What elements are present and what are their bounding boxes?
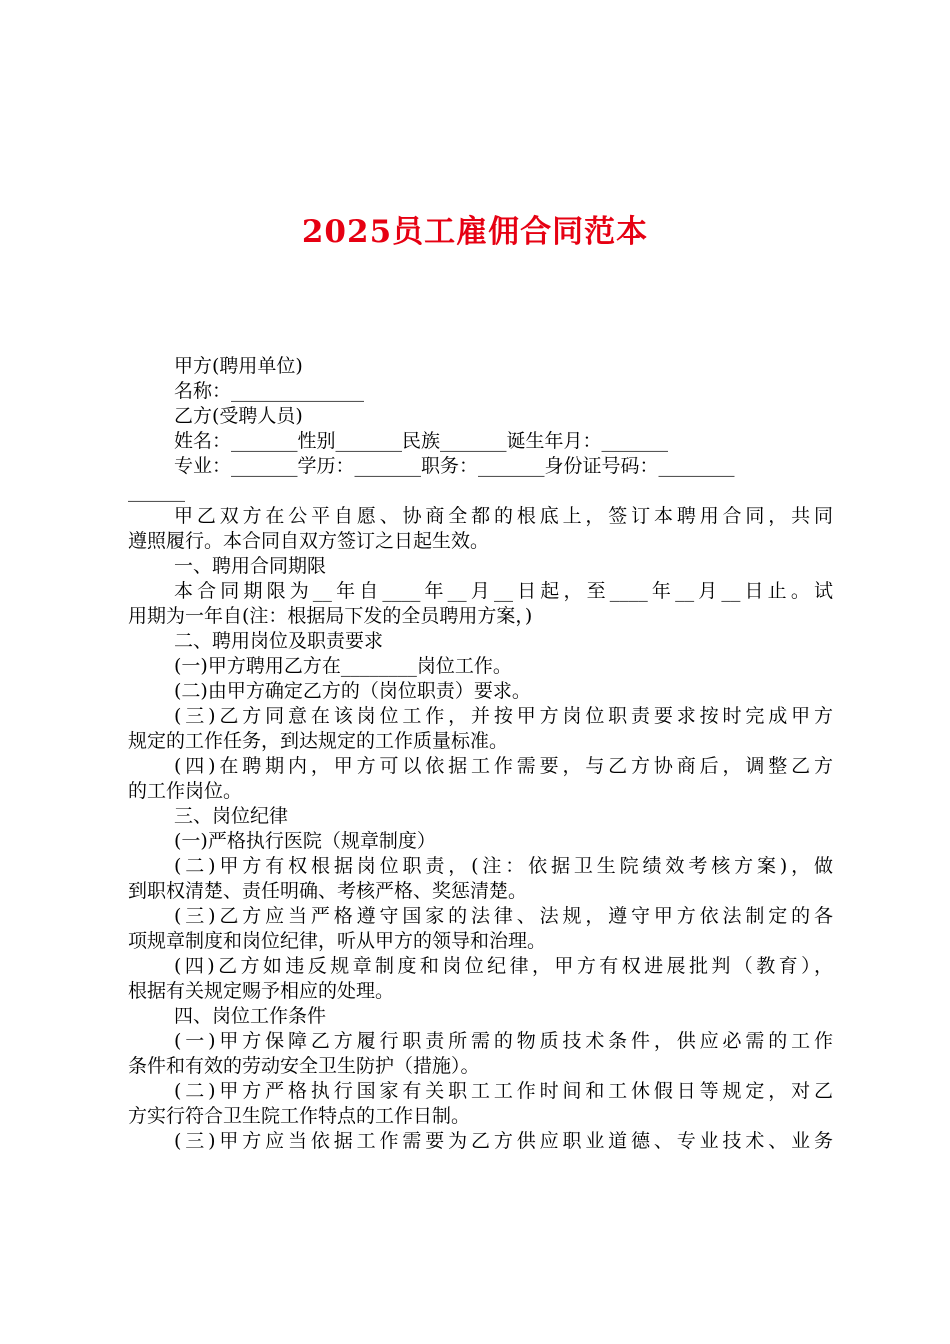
text-line: (二)由甲方确定乙方的（岗位职责）要求。 <box>174 680 531 702</box>
section-heading: 四、岗位工作条件 <box>174 1005 327 1027</box>
text-line: 甲乙双方在公平自愿、协商全都的根底上，签订本聘用合同，共同 <box>174 505 833 527</box>
text-line: (三)乙方应当严格遵守国家的法律、法规，遵守甲方依法制定的各 <box>174 905 833 927</box>
text-line: 项规章制度和岗位纪律，听从甲方的领导和治理。 <box>128 930 547 952</box>
section-heading: 一、聘用合同期限 <box>174 555 327 577</box>
text-line: (四)乙方如违反规章制度和岗位纪律，甲方有权进展批判（教育）， <box>174 955 833 977</box>
text-line: (二)甲方有权根据岗位职责，(注：依据卫生院绩效考核方案)，做 <box>174 855 833 877</box>
contract-body <box>128 354 833 1154</box>
text-line: 本合同期限为__年自____年__月__日起，至____年__月__日止。试 <box>174 580 833 602</box>
text-line: 规定的工作任务，到达规定的工作质量标准。 <box>128 730 509 752</box>
document-title: 2025员工雇佣合同范本 <box>301 214 649 250</box>
text-line: (一)严格执行医院（规章制度） <box>174 830 436 852</box>
text-line: (二)甲方严格执行国家有关职工工作时间和工休假日等规定，对乙 <box>174 1080 833 1102</box>
text-line: 的工作岗位。 <box>128 780 243 802</box>
text-line: 方实行符合卫生院工作特点的工作日制。 <box>128 1105 471 1127</box>
section-heading: 三、岗位纪律 <box>174 805 289 827</box>
text-line: (三)乙方同意在该岗位工作，并按甲方岗位职责要求按时完成甲方 <box>174 705 833 727</box>
text-line: 遵照履行。本合同自双方签订之日起生效。 <box>128 530 490 552</box>
section-heading: 二、聘用岗位及职责要求 <box>174 630 384 652</box>
text-line: 条件和有效的劳动安全卫生防护（措施）。 <box>128 1055 480 1077</box>
text-line: (三)甲方应当依据工作需要为乙方供应职业道德、专业技术、业务 <box>174 1130 833 1152</box>
text-line: 到职权清楚、责任明确、考核严格、奖惩清楚。 <box>128 880 528 902</box>
text-line: (一)甲方聘用乙方在________岗位工作。 <box>174 655 512 677</box>
text-line: 姓名：_______性别_______民族_______诞生年月：_______ <box>174 430 669 452</box>
text-line: 名称：______________ <box>174 380 365 402</box>
text-line: (四)在聘期内，甲方可以依据工作需要，与乙方协商后，调整乙方 <box>174 755 833 777</box>
text-line: 乙方(受聘人员) <box>174 405 303 427</box>
text-line: ______ <box>128 480 185 502</box>
text-line: 用期为一年自(注：根据局下发的全员聘用方案，) <box>128 605 533 627</box>
text-line: 专业：_______学历：_______职务：_______身份证号码：________ <box>174 455 735 477</box>
text-line: 根据有关规定赐予相应的处理。 <box>128 980 395 1002</box>
text-line: 甲方(聘用单位) <box>174 355 303 377</box>
text-line: (一)甲方保障乙方履行职责所需的物质技术条件，供应必需的工作 <box>174 1030 833 1052</box>
